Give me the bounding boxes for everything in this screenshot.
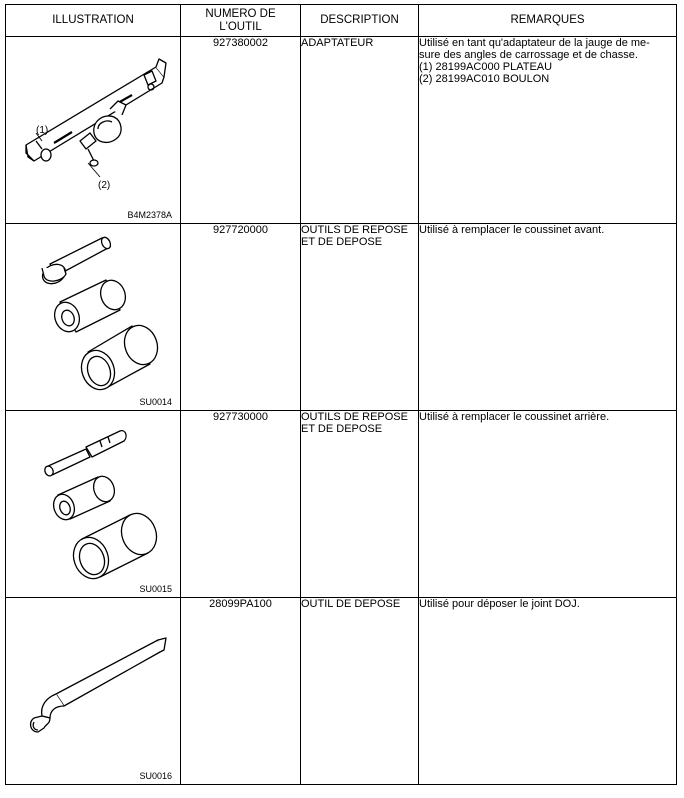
description-cell — [301, 37, 419, 224]
tool-number-cell: 28099PA100 — [181, 598, 301, 785]
description-line1: ADAPTATEUR — [301, 37, 374, 49]
description-line2: ET DE DEPOSE — [301, 423, 383, 435]
tool-number-cell: 927730000 — [181, 411, 301, 598]
adapter-illustration — [6, 37, 181, 223]
description-cell — [301, 411, 419, 598]
illustration-cell — [6, 224, 181, 411]
illustration-cell — [6, 598, 181, 785]
remarks-cell — [419, 411, 677, 598]
description-line2: ET DE DEPOSE — [301, 236, 383, 248]
remarks-line: Utilisé à remplacer le coussinet avant. — [419, 224, 605, 236]
illustration-cell — [6, 411, 181, 598]
image-code: SU0014 — [139, 397, 172, 407]
description-line1: OUTIL DE DEPOSE — [301, 598, 401, 610]
header-illustration: ILLUSTRATION — [6, 5, 181, 37]
header-remarks: REMARQUES — [419, 5, 677, 37]
description-cell — [301, 598, 419, 785]
remarks-cell — [419, 598, 677, 785]
table-row — [6, 224, 677, 411]
image-code: B4M2378A — [127, 210, 172, 220]
header-description: DESCRIPTION — [301, 5, 419, 37]
tool-number-cell: 927720000 — [181, 224, 301, 411]
bushing-tool-rear-illustration — [6, 411, 181, 597]
table-row — [6, 37, 677, 224]
table-row — [6, 598, 677, 785]
remarks-line: Utilisé en tant qu'adaptateur de la jauge de me- — [419, 37, 650, 49]
description-line1: OUTILS DE REPOSE — [301, 224, 408, 236]
description-line1: OUTILS DE REPOSE — [301, 411, 408, 423]
callout-1-label: (1) — [36, 125, 49, 136]
remarks-line: Utilisé à remplacer le coussinet arrière. — [419, 411, 610, 423]
image-code: SU0016 — [139, 771, 172, 781]
remarks-line: Utilisé pour déposer le joint DOJ. — [419, 598, 580, 610]
header-tool-number-line1: NUMERO DE — [205, 7, 276, 20]
bushing-tool-front-illustration — [6, 224, 181, 410]
removal-wrench-illustration — [6, 598, 181, 784]
table-header-row — [6, 5, 677, 37]
table-row — [6, 411, 677, 598]
remarks-line: sure des angles de carrossage et de chasse. — [419, 49, 638, 61]
remarks-line: (2) 28199AC010 BOULON — [419, 73, 550, 85]
remarks-cell — [419, 37, 677, 224]
illustration-cell — [6, 37, 181, 224]
remarks-cell — [419, 224, 677, 411]
remarks-line: (1) 28199AC000 PLATEAU — [419, 61, 553, 73]
callout-2-label: (2) — [98, 180, 111, 191]
tool-number-cell: 927380002 — [181, 37, 301, 224]
description-cell — [301, 224, 419, 411]
special-tools-table — [5, 4, 677, 785]
header-tool-number-line2: L'OUTIL — [219, 20, 262, 33]
header-tool-number — [181, 5, 301, 37]
image-code: SU0015 — [139, 584, 172, 594]
